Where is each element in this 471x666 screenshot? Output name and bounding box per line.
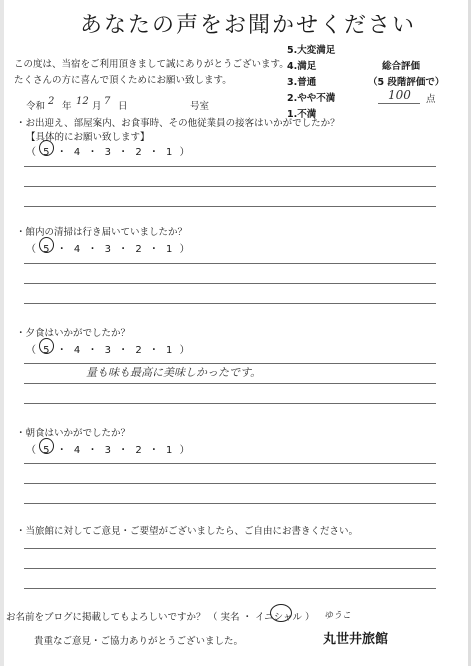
scan-shadow-left [0, 0, 4, 666]
intro-line-1: この度は、当宿をご利用頂きまして誠にありがとうございます。 [14, 59, 289, 70]
question-3: ・夕食はいかがでしたか？ [16, 328, 131, 339]
question-2-selected-circle [39, 237, 54, 253]
answer-line [24, 383, 436, 384]
blog-handwritten-name: ゆうこ [324, 611, 352, 621]
question-5: ・当旅館に対してご意見・ご要望がございましたら、ご自由にお書きください。 [16, 526, 359, 537]
answer-line [24, 463, 436, 464]
question-4-rating: （ 5 ・ 4 ・ 3 ・ 2 ・ 1 ） [26, 445, 192, 456]
scale-item-1: 1.不満 [287, 109, 317, 120]
scale-item-3: 3.普通 [287, 77, 317, 88]
question-1: ・お出迎え、部屋案内、お食事時、その他従業員の接客はいかがでしたか？ [16, 118, 340, 129]
answer-line [24, 166, 436, 167]
scale-item-5: 5.大変満足 [287, 45, 336, 56]
blog-options: （ 実名 ・ イニシャル ） [208, 612, 315, 623]
question-4-selected-circle [39, 438, 54, 454]
answer-line [24, 283, 436, 284]
question-2-rating: （ 5 ・ 4 ・ 3 ・ 2 ・ 1 ） [26, 244, 192, 255]
answer-line [24, 206, 436, 207]
answer-line [24, 303, 436, 304]
answer-line [24, 403, 436, 404]
date-day: 7 [104, 96, 111, 107]
answer-line [24, 263, 436, 264]
blog-question: お名前をブログに掲載してもよろしいですか？ [6, 612, 206, 623]
overall-score-line [378, 103, 420, 104]
question-3-selected-circle [39, 338, 54, 354]
answer-line [24, 186, 436, 187]
answer-line [24, 483, 436, 484]
intro-line-2: たくさんの方に喜んで頂くためにお願い致します。 [14, 75, 232, 86]
question-2: ・館内の清掃は行き届いていましたか？ [16, 227, 188, 238]
question-3-rating: （ 5 ・ 4 ・ 3 ・ 2 ・ 1 ） [26, 345, 192, 356]
overall-label: 総合評価 [382, 61, 421, 72]
date-month-unit: 月 [92, 101, 102, 112]
question-1-selected-circle [39, 140, 54, 156]
answer-line [24, 548, 436, 549]
question-1-rating: （ 5 ・ 4 ・ 3 ・ 2 ・ 1 ） [26, 147, 192, 158]
question-3-handwritten-comment: 量も味も最高に美味しかったです。 [86, 366, 262, 379]
answer-line [24, 568, 436, 569]
inn-name: 丸世井旅館 [323, 632, 389, 647]
date-year: 2 [48, 96, 55, 107]
scale-item-2: 2.やや不満 [287, 93, 336, 104]
page-title: あなたの声をお聞かせください [80, 13, 417, 38]
date-day-unit: 日 [118, 101, 128, 112]
blog-selected-circle [270, 604, 292, 622]
question-1-sublabel: 【具体的にお願い致します】 [26, 132, 150, 143]
date-era: 令和 [26, 101, 46, 112]
footer-thanks: 貴重なご意見・ご協力ありがとうございました。 [34, 636, 244, 647]
answer-line [24, 588, 436, 589]
date-year-unit: 年 [62, 101, 72, 112]
date-month: 12 [76, 96, 89, 107]
overall-score: 100 [388, 88, 411, 102]
question-4: ・朝食はいかがでしたか？ [16, 428, 131, 439]
answer-line [24, 503, 436, 504]
overall-sublabel: （5 段階評価で） [368, 77, 445, 88]
room-unit: 号室 [190, 101, 210, 112]
scale-item-4: 4.満足 [287, 61, 317, 72]
overall-score-unit: 点 [426, 94, 436, 105]
